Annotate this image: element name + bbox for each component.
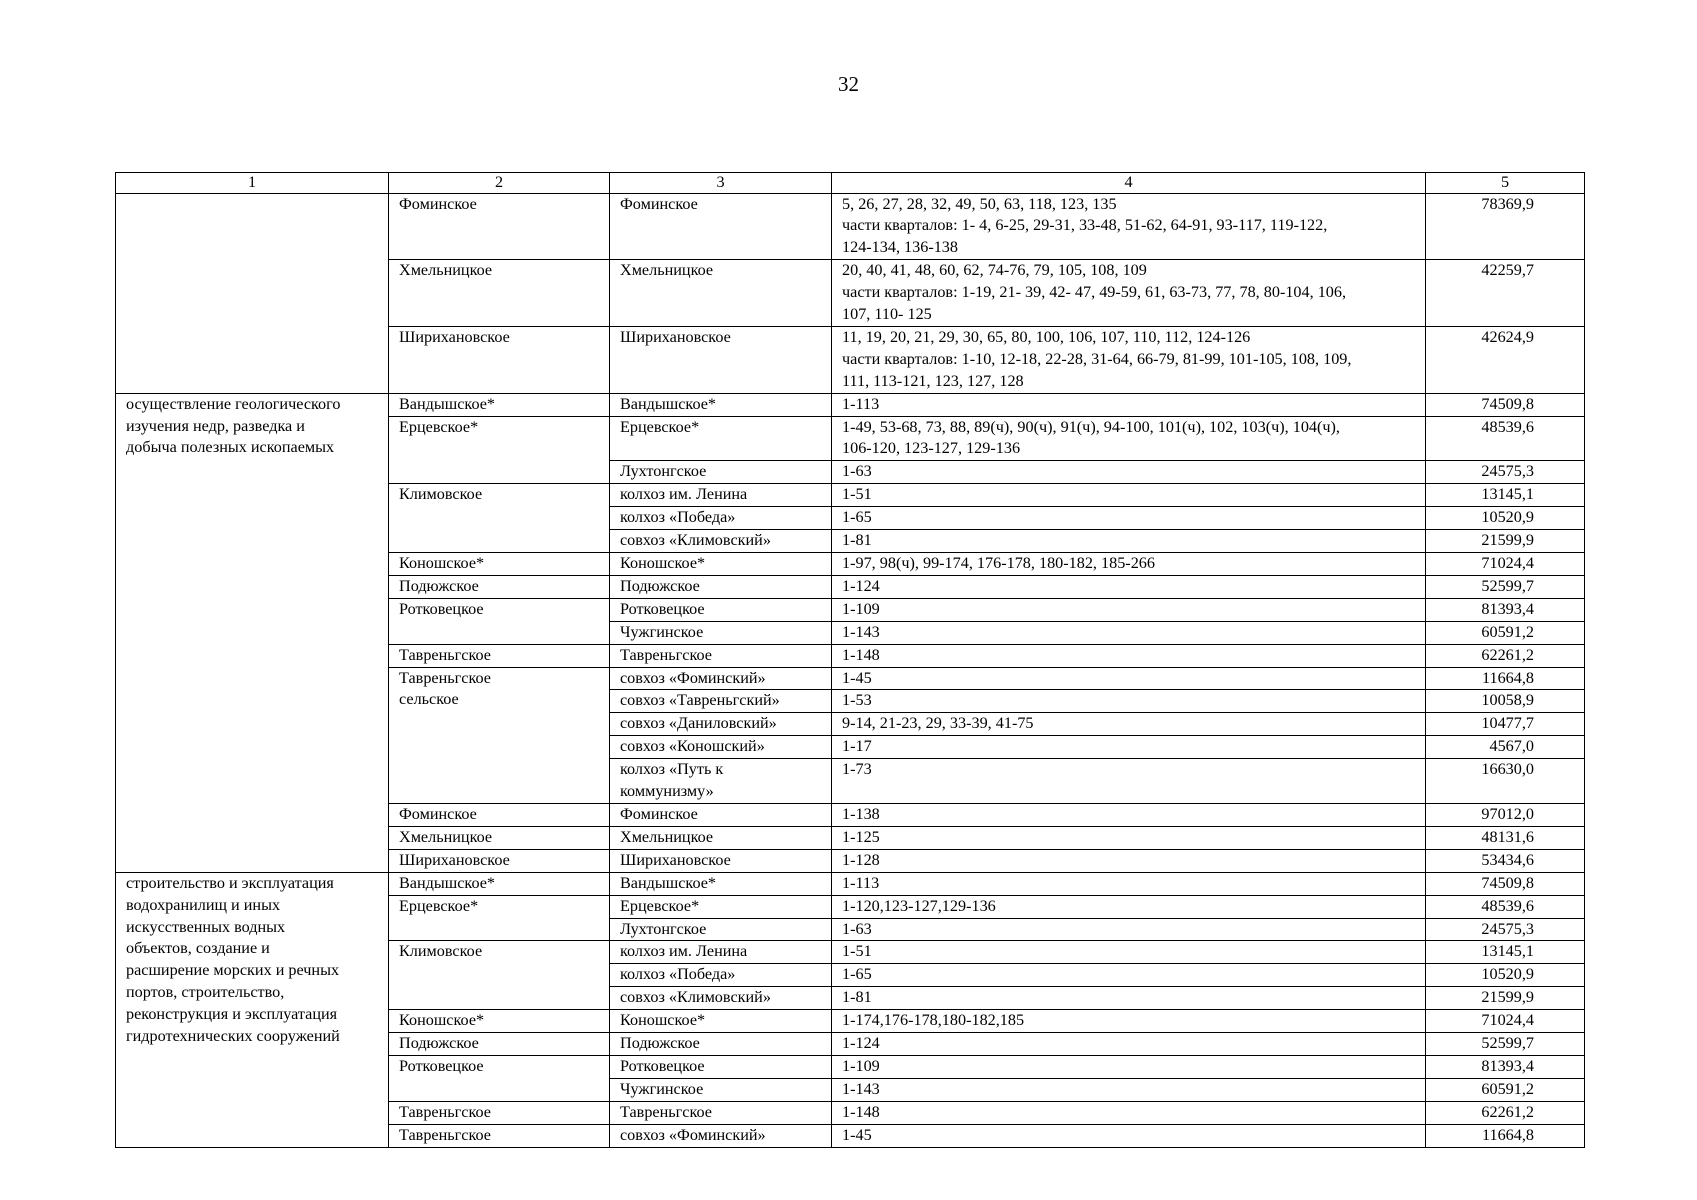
quarters-cell: 1-124 (832, 1033, 1426, 1056)
quarters-cell: 1-109 (832, 1055, 1426, 1078)
district-cell: Лухтонгское (610, 918, 832, 941)
district-cell: Ротковецкое (610, 598, 832, 621)
purpose-cell: осуществление геологического изучения недр, разведка и добыча полезных ископаемых (116, 393, 389, 872)
area-cell: 71024,4 (1426, 1010, 1585, 1033)
district-cell: Фоминское (610, 193, 832, 260)
quarters-cell: 1-63 (832, 461, 1426, 484)
district-cell: Коношское* (610, 553, 832, 576)
quarters-cell: 1-97, 98(ч), 99-174, 176-178, 180-182, 185-266 (832, 553, 1426, 576)
forestry-cell: Хмельницкое (389, 260, 610, 327)
area-cell: 97012,0 (1426, 803, 1585, 826)
quarters-cell: 11, 19, 20, 21, 29, 30, 65, 80, 100, 106, 107, 110, 112, 124-126 части кварталов: 1-10, 12-18, 22-28, 31-64, 66-79, 81-99, 101-105, 108, 109, 111, 113-121, 123, 127, 128 (832, 326, 1426, 393)
quarters-cell: 1-45 (832, 1124, 1426, 1147)
quarters-cell: 1-81 (832, 987, 1426, 1010)
header-cell: 2 (389, 173, 610, 194)
area-cell: 60591,2 (1426, 1078, 1585, 1101)
forestry-cell: Фоминское (389, 803, 610, 826)
forestry-cell: Подюжское (389, 575, 610, 598)
district-cell: совхоз «Фоминский» (610, 667, 832, 690)
forestry-cell: Ерцевское* (389, 895, 610, 941)
quarters-cell: 1-45 (832, 667, 1426, 690)
table-row (116, 193, 1585, 260)
area-cell: 48131,6 (1426, 826, 1585, 849)
district-cell: Шириханoвское (610, 326, 832, 393)
district-cell: Ротковецкое (610, 1055, 832, 1078)
area-cell: 60591,2 (1426, 621, 1585, 644)
quarters-cell: 1-65 (832, 507, 1426, 530)
district-cell: Ерцевское* (610, 416, 832, 461)
district-cell: Лухтонгское (610, 461, 832, 484)
district-cell: колхоз «Победа» (610, 964, 832, 987)
quarters-cell: 1-53 (832, 690, 1426, 713)
quarters-cell: 1-143 (832, 621, 1426, 644)
quarters-cell: 1-63 (832, 918, 1426, 941)
district-cell: совхоз «Фоминский» (610, 1124, 832, 1147)
district-cell: Тавреньгское (610, 644, 832, 667)
forestry-cell: Подюжское (389, 1033, 610, 1056)
forestry-cell: Коношское* (389, 1010, 610, 1033)
area-cell: 11664,8 (1426, 667, 1585, 690)
table-row (116, 393, 1585, 416)
quarters-cell: 1-148 (832, 644, 1426, 667)
quarters-cell: 1-128 (832, 849, 1426, 872)
header-row (116, 173, 1585, 194)
quarters-cell: 1-51 (832, 484, 1426, 507)
district-cell: Тавреньгское (610, 1101, 832, 1124)
forestry-cell: Климовское (389, 484, 610, 553)
area-cell: 21599,9 (1426, 987, 1585, 1010)
quarters-cell: 1-143 (832, 1078, 1426, 1101)
district-cell: колхоз им. Ленина (610, 941, 832, 964)
forestry-cell: Ротковецкое (389, 1055, 610, 1101)
forestry-cell: Хмельницкое (389, 826, 610, 849)
district-cell: Хмельницкое (610, 260, 832, 327)
quarters-cell: 1-174,176-178,180-182,185 (832, 1010, 1426, 1033)
area-cell: 52599,7 (1426, 575, 1585, 598)
area-cell: 10520,9 (1426, 964, 1585, 987)
district-cell: совхоз «Даниловский» (610, 713, 832, 736)
forestry-cell: Тавреньгское (389, 644, 610, 667)
district-cell: Подюжское (610, 575, 832, 598)
quarters-cell: 1-109 (832, 598, 1426, 621)
quarters-cell: 9-14, 21-23, 29, 33-39, 41-75 (832, 713, 1426, 736)
area-cell: 16630,0 (1426, 759, 1585, 804)
area-cell: 10058,9 (1426, 690, 1585, 713)
district-cell: Чужгинское (610, 621, 832, 644)
quarters-cell: 1-120,123-127,129-136 (832, 895, 1426, 918)
forestry-cell: Вандышское* (389, 872, 610, 895)
area-cell: 21599,9 (1426, 530, 1585, 553)
area-cell: 4567,0 (1426, 736, 1585, 759)
quarters-cell: 5, 26, 27, 28, 32, 49, 50, 63, 118, 123, 135 части кварталов: 1- 4, 6-25, 29-31, 33-48, 51-62, 64-91, 93-117, 119-122, 124-134, 136-138 (832, 193, 1426, 260)
district-cell: колхоз «Путь к коммунизму» (610, 759, 832, 804)
forestry-cell: Вандышское* (389, 393, 610, 416)
header-cell: 3 (610, 173, 832, 194)
area-cell: 11664,8 (1426, 1124, 1585, 1147)
purpose-cell-continued (116, 193, 389, 393)
district-cell: Вандышское* (610, 393, 832, 416)
forestry-cell: Фоминское (389, 193, 610, 260)
quarters-cell: 1-148 (832, 1101, 1426, 1124)
area-cell: 74509,8 (1426, 393, 1585, 416)
district-cell: совхоз «Климовский» (610, 530, 832, 553)
district-cell: совхоз «Коношский» (610, 736, 832, 759)
forestry-cell: Тавреньгское (389, 1124, 610, 1147)
quarters-cell: 1-65 (832, 964, 1426, 987)
area-cell: 81393,4 (1426, 598, 1585, 621)
forestry-cell: Шириханoвское (389, 849, 610, 872)
quarters-cell: 1-51 (832, 941, 1426, 964)
quarters-cell: 1-81 (832, 530, 1426, 553)
quarters-cell: 20, 40, 41, 48, 60, 62, 74-76, 79, 105, 108, 109 части кварталов: 1-19, 21- 39, 42- 47, 49-59, 61, 63-73, 77, 78, 80-104, 106, 107, 110- 125 (832, 260, 1426, 327)
header-cell: 5 (1426, 173, 1585, 194)
district-cell: Чужгинское (610, 1078, 832, 1101)
area-cell: 48539,6 (1426, 895, 1585, 918)
area-cell: 71024,4 (1426, 553, 1585, 576)
forestry-cell: Шириханoвское (389, 326, 610, 393)
table-row (116, 872, 1585, 895)
quarters-cell: 1-73 (832, 759, 1426, 804)
area-cell: 62261,2 (1426, 644, 1585, 667)
quarters-cell: 1-124 (832, 575, 1426, 598)
district-cell: колхоз им. Ленина (610, 484, 832, 507)
district-cell: Ерцевское* (610, 895, 832, 918)
area-cell: 81393,4 (1426, 1055, 1585, 1078)
page-number: 32 (838, 72, 859, 96)
area-cell: 62261,2 (1426, 1101, 1585, 1124)
area-cell: 74509,8 (1426, 872, 1585, 895)
area-cell: 53434,6 (1426, 849, 1585, 872)
district-cell: колхоз «Победа» (610, 507, 832, 530)
district-cell: Фоминское (610, 803, 832, 826)
quarters-cell: 1-125 (832, 826, 1426, 849)
area-cell: 24575,3 (1426, 461, 1585, 484)
area-cell: 42624,9 (1426, 326, 1585, 393)
area-cell: 78369,9 (1426, 193, 1585, 260)
district-cell: совхоз «Климовский» (610, 987, 832, 1010)
district-cell: Шириханoвское (610, 849, 832, 872)
quarters-cell: 1-113 (832, 872, 1426, 895)
area-cell: 42259,7 (1426, 260, 1585, 327)
district-cell: Вандышское* (610, 872, 832, 895)
forestry-cell: Коношское* (389, 553, 610, 576)
district-cell: Подюжское (610, 1033, 832, 1056)
forestry-cell: Ротковецкое (389, 598, 610, 644)
forestry-cell: Тавреньгское (389, 1101, 610, 1124)
forestry-cell: Ерцевское* (389, 416, 610, 484)
header-cell: 1 (116, 173, 389, 194)
district-cell: Коношское* (610, 1010, 832, 1033)
area-cell: 48539,6 (1426, 416, 1585, 461)
area-cell: 52599,7 (1426, 1033, 1585, 1056)
quarters-cell: 1-113 (832, 393, 1426, 416)
quarters-cell: 1-138 (832, 803, 1426, 826)
header-cell: 4 (832, 173, 1426, 194)
district-cell: совхоз «Тавреньгский» (610, 690, 832, 713)
purpose-cell: строительство и эксплуатация водохранилищ и иных искусственных водных объектов, создание и расширение морских и речных портов, строительство, реконструкция и эксплуатация гидротехнических сооружений (116, 872, 389, 1147)
quarters-cell: 1-17 (832, 736, 1426, 759)
area-cell: 13145,1 (1426, 484, 1585, 507)
forest-lots-table (115, 172, 1585, 1148)
forestry-cell: Климовское (389, 941, 610, 1010)
area-cell: 24575,3 (1426, 918, 1585, 941)
area-cell: 10477,7 (1426, 713, 1585, 736)
quarters-cell: 1-49, 53-68, 73, 88, 89(ч), 90(ч), 91(ч), 94-100, 101(ч), 102, 103(ч), 104(ч), 106-120, 123-127, 129-136 (832, 416, 1426, 461)
area-cell: 13145,1 (1426, 941, 1585, 964)
area-cell: 10520,9 (1426, 507, 1585, 530)
forestry-cell: Тавреньгское сельское (389, 667, 610, 803)
district-cell: Хмельницкое (610, 826, 832, 849)
